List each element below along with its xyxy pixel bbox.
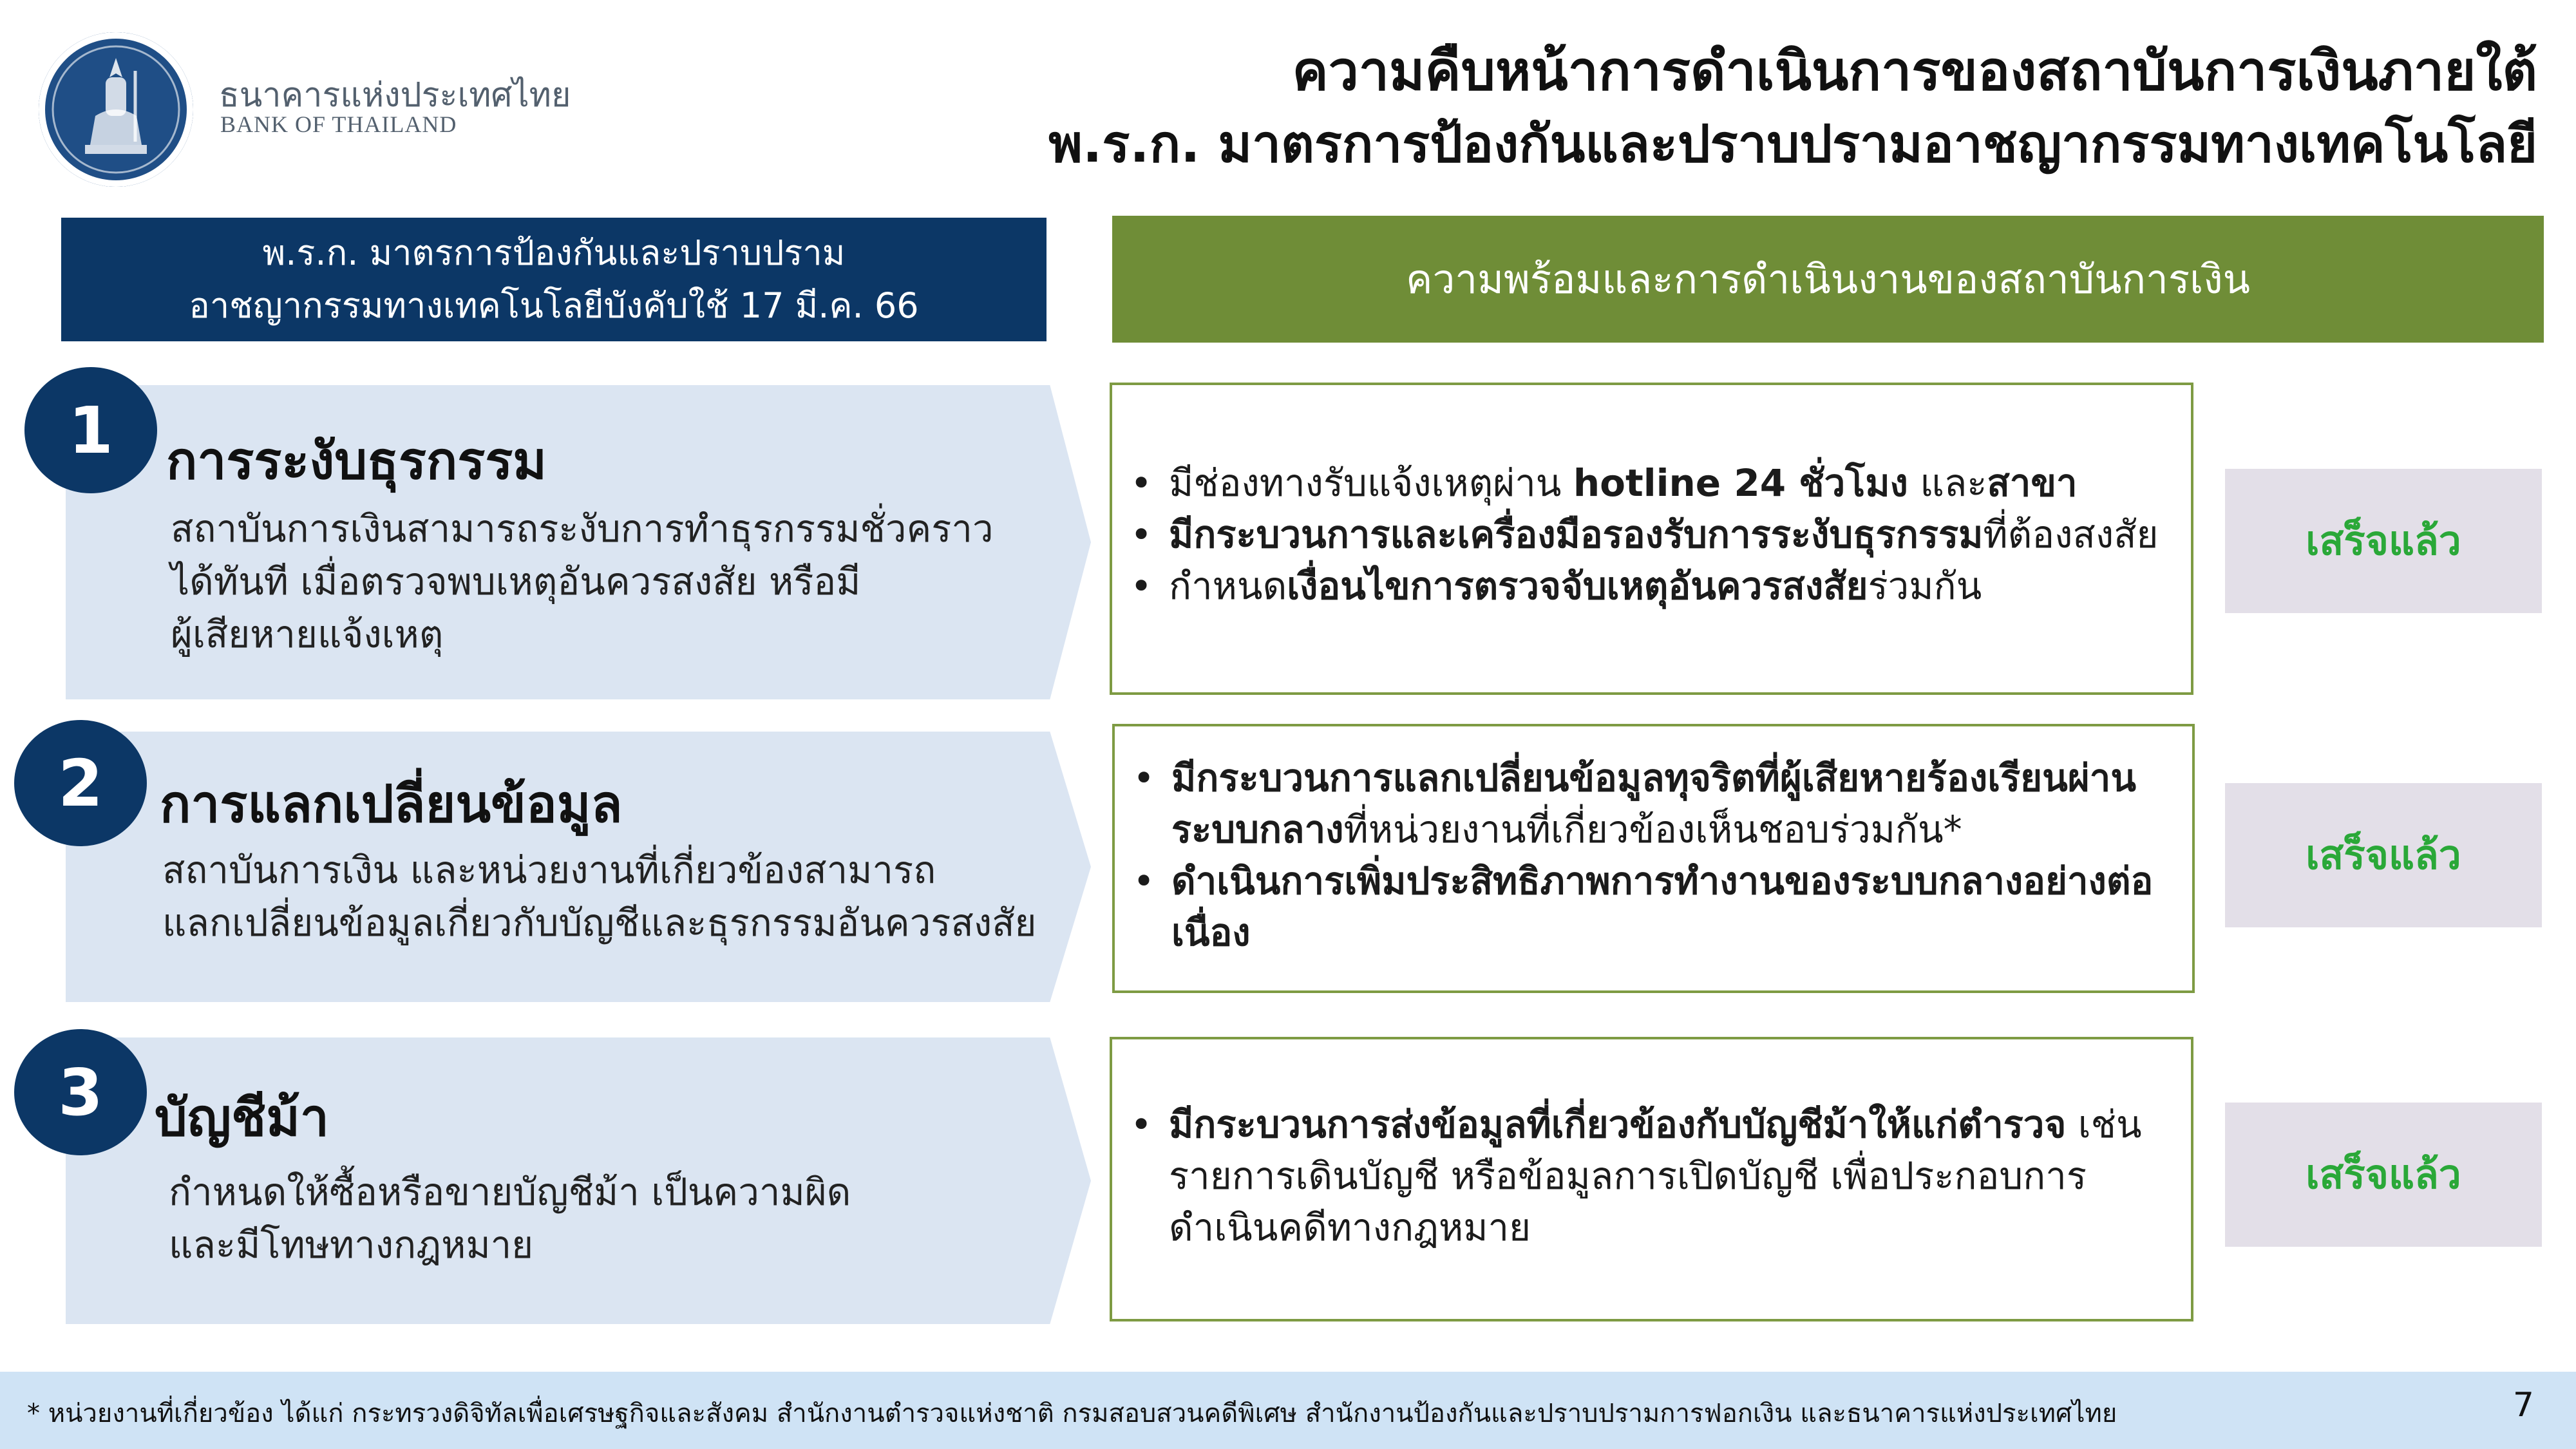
page-number: 7 <box>2512 1386 2534 1425</box>
measure-number-badge-1: 1 <box>24 367 157 493</box>
measure-number-badge-2: 2 <box>14 720 147 846</box>
bank-name-english: BANK OF THAILAND <box>220 111 457 137</box>
progress-bullet: • มีกระบวนการแลกเปลี่ยนข้อมูลทุจริตที่ผู้เสียหายร้องเรียนผ่านระบบกลางที่หน่วยงานที่เกี่ยวข้องเห็นชอบร่วมกัน* <box>1115 752 2184 855</box>
description-line: กำหนดให้ซื้อหรือขายบัญชีม้า เป็นความผิด <box>169 1170 851 1214</box>
header-decree-line2: อาชญากรรมทางเทคโนโลยีบังคับใช้ 17 มี.ค. 66 <box>189 285 919 326</box>
bank-of-thailand-seal <box>39 32 193 187</box>
progress-bullet: • ดำเนินการเพิ่มประสิทธิภาพการทำงานของระบบกลางอย่างต่อเนื่อง <box>1115 855 2184 958</box>
progress-bullet: • กำหนดเงื่อนไขการตรวจจับเหตุอันควรสงสัยร่วมกัน <box>1112 560 2181 612</box>
page-title-line1: ความคืบหน้าการดำเนินการของสถาบันการเงินภายใต้ <box>1292 39 2537 102</box>
progress-box-2 <box>1112 724 2195 993</box>
page-title-line2: พ.ร.ก. มาตรการป้องกันและปราบปรามอาชญากรรมทางเทคโนโลยี <box>1048 114 2537 174</box>
measure-description-2 <box>162 844 1077 949</box>
progress-box-3 <box>1110 1037 2193 1321</box>
description-line: และมีโทษทางกฎหมาย <box>169 1223 534 1267</box>
measure-title-2: การแลกเปลี่ยนข้อมูล <box>160 774 623 834</box>
description-line: แลกเปลี่ยนข้อมูลเกี่ยวกับบัญชีและธุรกรรมอันควรสงสัย <box>162 901 1037 945</box>
description-line: สถาบันการเงินสามารถระงับการทำธุรกรรมชั่วคราว <box>171 507 994 551</box>
status-badge-2: เสร็จแล้ว <box>2225 783 2542 927</box>
header-readiness: ความพร้อมและการดำเนินงานของสถาบันการเงิน <box>1112 216 2544 343</box>
footnote: * หน่วยงานที่เกี่ยวข้อง ได้แก่ กระทรวงดิจิทัลเพื่อเศรษฐกิจและสังคม สำนักงานตำรวจแห่งชาติ กรมสอบสวนคดีพิเศษ สำนักงานป้องกันและปราบปรามการฟอกเงิน และธนาคารแห่งประเทศไทย <box>27 1399 2117 1428</box>
header-decree-line1: พ.ร.ก. มาตรการป้องกันและปราบปราม <box>262 232 846 273</box>
measure-title-1: การระงับธุรกรรม <box>166 431 547 491</box>
header-decree <box>61 218 1046 341</box>
bank-name-thai: ธนาคารแห่งประเทศไทย <box>219 76 571 115</box>
measure-description-3 <box>169 1166 1006 1271</box>
progress-bullet: • มีกระบวนการและเครื่องมือรองรับการระงับธุรกรรมที่ต้องสงสัย <box>1112 509 2181 560</box>
status-badge-1: เสร็จแล้ว <box>2225 469 2542 613</box>
measure-title-3: บัญชีม้า <box>155 1088 329 1148</box>
measure-description-1 <box>171 502 1059 661</box>
seal-emblem-icon <box>39 32 193 187</box>
description-line: ได้ทันที เมื่อตรวจพบเหตุอันควรสงสัย หรือมี <box>171 560 861 603</box>
progress-bullet: • มีช่องทางรับแจ้งเหตุผ่าน hotline 24 ชั่วโมง และสาขา <box>1112 457 2181 509</box>
progress-bullet: • มีกระบวนการส่งข้อมูลที่เกี่ยวข้องกับบัญชีม้าให้แก่ตำรวจ เช่น รายการเดินบัญชี หรือข้อมูลการเปิดบัญชี เพื่อประกอบการดำเนินคดีทางกฎหมาย <box>1112 1099 2181 1253</box>
status-badge-3: เสร็จแล้ว <box>2225 1103 2542 1247</box>
progress-box-1 <box>1110 383 2193 695</box>
measure-number-badge-3: 3 <box>14 1029 147 1155</box>
description-line: ผู้เสียหายแจ้งเหตุ <box>171 612 444 656</box>
description-line: สถาบันการเงิน และหน่วยงานที่เกี่ยวข้องสามารถ <box>162 848 936 892</box>
